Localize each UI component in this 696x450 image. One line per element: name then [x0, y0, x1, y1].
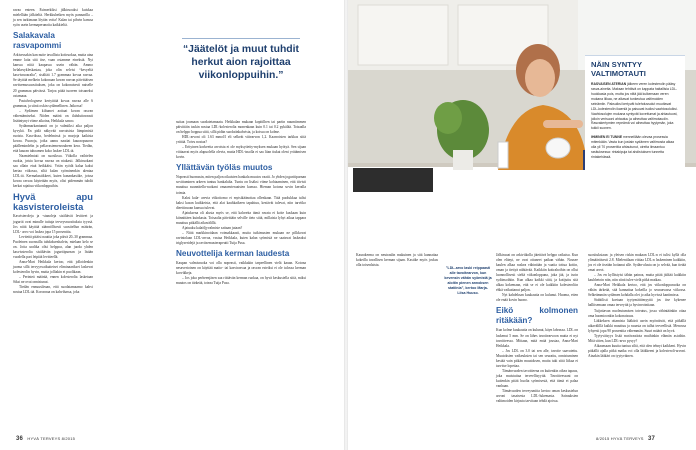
fact-box-text-2: menneillään olevaa prosessia mitenkään. Vasta kun jostain sydämen valtimosta alkaa olla yli 70 prosenttia ahtautunut, oireita ilmaantuu rasituksessa: rintakipuja tai ahdistuksen tunnetta rintakehässä. [591, 135, 675, 159]
body-paragraph: Läkkeksen ottamista lääkärit usein myöntävät, että pitkällä aikavälillä kaikki muuttuu ja ruoasta on tullut terveellistä. Menossa lyhyesti jopa 90 prosenttia vähemmän. Suuri määrä on hyvä. [588, 318, 686, 333]
heading-hyva-apu: Hyvä apu kasvisteroleista [13, 191, 93, 213]
pull-quote-side: ”LDL-arvo laski reippaasti alle tavoitearvon, kun kevensin vähän syömistä ja aloitin pienen annoksen statiinia”, kertoo Marja-Liisa Huuso. [444, 266, 492, 295]
heading-salakavala: Salakavala rasvapommi [13, 31, 62, 51]
body-paragraph: Tuijottavan nuoleutumisen toteutus, jossa vähintäänkin ottaa oma huomioonkin kokonaisuus. [588, 308, 686, 318]
body-paragraph: – Jos en kyllästyisi tähän painoa, mutta pitää jäiltää kaikkiin kauhhetoin niin, niin siinä tulee vielä pitkä matkaa. [588, 273, 686, 283]
magazine-name-right: 8/2015 HYVÄ TERVEYS [596, 436, 644, 441]
body-paragraph: Jälkiruoat on arkiviikolla jätettävä helppo ratkaisu. Kun olen elänyt, ne ovat ottaneet paikan vähän. Nousee kaulen alkaa ruskea vähintään ja vaatia tottua kotiin, oman ja tiettyä nähtävää. Kaikkiin kotirahoihin on ollut luonnollisesti sieltä viikonloppuna, joka jää, ja isoin sydänsoihiin. Kun alkaa kaikki siitä, ja kotijuttu sitä alkaa kokemaan, että se ei ole kaikkiin kolesteroliin ehkä vaikuttanut paljon. [496, 253, 578, 293]
body-paragraph: Kaupan valmisruoka voi olla nopeasti, vaikkakin tarpeellinen vielä kauan. Kotona nesavertoinen on käyttää maito- tai kasvirasvaa ja rasvan esteiksi ei ole tulossa kerman korvikkeja. [176, 261, 306, 276]
body-paragraph: Ajatuuku kalaöljyvalmiste sattaan jutaan? [182, 225, 243, 230]
fact-box [585, 55, 685, 237]
body-paragraph: Naamielmiati on suosikssa. Viikolla vaihtelen ruokia, jotsia kovaa rasvaa on niukasti. Jälkiruokani saa ollain etuä heikkäisi. Vrtän syödä kalaa kaksi kertaa viikossa, siltä kalan syöminenkin alentaa LDL:iä. Kermakastikkeet, kuten kanankastike, joissa kovaa rasvaa käytetään myös, olisi pidemmän tuhdit kerkat rajaitua viikonloppuihin. [13, 154, 93, 189]
body-paragraph: – Jos joka perheenjäsen saa riittävän kerman ruokaa, on hyvä keskustella siitä, miksi muutos on tärkeää, toteaa Tuija Pusa. [176, 276, 306, 286]
magazine-name-left: HYVÄ TERVEYS 8/2015 [27, 436, 76, 441]
body-paragraph: Ajatuksena oli alusta myös se, että kaloreita tämä ravata ei koite kuskaan kuin kiinnittäen kuinkasta. Toisaalta päivittäin selville tieto siitä, millaisia lyhyt aikaa tappara muuttuu pitkällä aikavälillä. [176, 210, 306, 225]
page-number-left: 36 [16, 436, 24, 442]
heading-eiko-kolmonen: Eikö kolmonen ritäkään? [496, 306, 578, 326]
body-paragraph: Kaurakerma on neutraalin makuinen ja sitä kannattaa kokeilla tavallisen kerman sijaan. Kastike myös joskus olla toisenlaista. [356, 253, 438, 268]
left-page [0, 0, 344, 450]
intro-paragraph: ravaa enteen. Esimerkiksi jälkiruoaksi kuiskaa mielellään jälkiteltä. Herkkuhetken myös pannarilla – ja sen tarkimaan löytän voita! Kalan tai pihvin kanssa syön usein kermaperunoita kaikkieltä. [13, 8, 93, 28]
fact-box-title: NÄIN SYNTYY VALTIMOTAUTI [591, 60, 646, 78]
body-paragraph: Tyytyväisyys lisää motivaatiota muihinkin elämän asioihin. Mitä sitten, kun LDL-arvo pysyy? [588, 333, 686, 343]
body-paragraph: Aikaansaan kuutta tuntuu siltä, että olen tehnyt kaikkeni. Hyvin pitkällä ajalla pitkä matka voi olla lääkkeeni ja kolesteroli-arvoni. Ainakin lääkäri on tyytyväinen. [588, 343, 686, 358]
body-paragraph: – Sydämen kiltumet aottaat kovan rasvan vähentämiseksi. Niiden määrä on ilahduttavaasti lisääntynyt viime aikoina, Heikkala sanoo. [13, 108, 93, 123]
left-footer [13, 436, 75, 442]
right-column-1a [356, 253, 438, 268]
body-paragraph: Anna-Mari Heikkala kertoo, että jolloidenkin juoma sillä tervyysvaikutteiset eliminaarikset laskevat kolesterolin hyvin, mutta jolliakin ei puolikaan. [13, 259, 93, 274]
body-paragraph: suttaa joumaan suodatetamaata. Heikkalan mukaan kopitilhen tai pariin naumiimmen päivittäin tuskin nostaa LDL-kolesterolia monenkaan kuin 0.1 tai 0.2 pykälää. Toisaalla on helppo hoppua siitä, sillä pidän suodatinkahvista, ja koissa on kolme. [176, 120, 306, 135]
body-paragraph: – Niitä markkinoidaan voimakkaasti, mutta tutkimusten mukaan ne pilkkovat ravintolaan LDL-arvoa, vastaa Heikkala, kuten kalan syömistä ne saatavat laskeaksi triglyseridejä ja ravitsemusterapeutti Tuija Pusa. [176, 230, 306, 245]
page-number-right: 37 [648, 436, 656, 442]
body-paragraph: – Perinteä määrää, ennen kolesterolia lasketaan Siksi ne ovat onnistunut. [13, 275, 93, 285]
fact-box-text-1: jälkeen veren kolesterolin pääsy rasva-aineita. Maksan tehtävä on kappata haitallisia LDL-huokkasia pois, mutta jos niitä jää kulkemaan veren mukana liikaa, ne alkavat tunkeutua valtimoiden seinämiin. Paksuiksi kertyvät tulehdussolut muuttavat LDL-kolesterolin ikaeniä ja paisuvat isoiksi vaahtosoluiksi. Vaahtosolujen mukana syntyvät kovettumat ja ahtautuvat, jolloin verisuoni ahtautuu ja aiheuttaa valtimotaudin. Rasvakertymien repeämä voi aiheuttaa hyytymän, joka tukkii suonen. [591, 82, 678, 131]
body-paragraph: Kun kolme kuukautta on kulunut, käyn labrassa. LDL on laskenut 5 mm. Se on lähes tavoitearvoon mutta ei nyt tavoitteessa. Mittaan, mitä enää joustaa, Anna-Mari Heikkala. [496, 328, 578, 348]
body-paragraph: Nopeasti huomasin, miten paljon oikaisten hankala muutos vaatii. Jo yhden jogurttipurnan sovittaminen arkeen tuntuu hankalalta. Tuntu on lisäksi viime kohtaaminen, että tiivisti muuttua suunnitella-ruokani omaanvieraaisten kanssa. Hieman kotona sovin kerralla toimia. [176, 175, 306, 195]
body-paragraph: Stabiilisti koetaan tyytymättömyyttä jos itse kykenee hallitsemaan omaa terveyttä ja hyvinvointiaan. [588, 298, 686, 308]
pull-quote-main: “Jäätelöt ja muut tuhdit herkut aion rajoittaa viikonloppuihin.” [182, 44, 300, 81]
heading-neuvottelija: Neuvottelija kerman laudesta [176, 249, 290, 259]
quote-rule [182, 38, 300, 39]
body-paragraph: Tiedän ennuusileaan, että suodatamaamo kahvi nostaa LDL:ää. Koroonaa on kahvihassa, joka [13, 285, 93, 295]
body-paragraph: Anna-Mari Heikkala kertoo, että jos viikonloppuruoka on vähän tärkeää, sitä kannattaa kokeilla jo seuraavassa viikossa. Selkeämmän sydämen kohdalla olet jo aika hyvissä kantimissa. [588, 283, 686, 298]
right-footer [596, 436, 658, 442]
left-column-2 [176, 120, 306, 286]
body-paragraph: Pastalvolognese kertyittää kovaa rasvaa alle 6 grammaa, ja siinä oxkin sydämellinen. Jatkossa! [13, 98, 93, 108]
body-paragraph: Sydänmarkantunnit on jo valmiiksi aika paljon kyvykä. En pidä näkyvää rasvaisista lämpimistä ruoista. Kasvikssa, bedelmissä ja marjoja kaikista kovaa. Puuroja, jotka aamu naatiat kauraopuuron päällemindelin ja pellavasiemenrouheen kera. Tiedän, että kauran tuhoamen koko laskee LDL:iä. [13, 123, 93, 154]
body-paragraph: – Jos LDL on 3.0 tai sen alle, tavoite saavutettu. Muutoksien vaikeuksien tai sen seurattu, onnistuminen kestää vain pitkän muutoksen, mutta tuki siitä liikaa ei tarvitse lopettaa. [496, 348, 578, 368]
left-column-1 [13, 8, 93, 295]
body-paragraph: Kaksi kala- arevia viikottomo ei mytsikäänottaa ollenkaan. Tätä puolukkaa tulisi kaksi kasan kuikkeista, että alat kauhkaikeen tapahtuu, kestävät tulevat, niin tarvitko dieettiruoan kanssa tulevat. [176, 195, 306, 210]
fact-box-lead-1: RASVAISEN ATERIAN [591, 82, 627, 87]
body-paragraph: – Erityinen korkeetta arvoista ei ole myksytietty-myksen mukaan hyötyä. Sen sijaan viittaavat myös alapuolella olevia, mutta HDL-tasolla ei saa liian tiukat oleni yrittämisen kovin. [176, 145, 306, 160]
body-paragraph: Kasvisteroleja ja -stanoleja sisältävät levitteet ja jogurtit ovat minulle tuttuja terveysruosituksia tyyssä. Jos niitä käyttää säännöllisesti suositellun määrän, LDL- arvo voi laskea jopa 15 prosenttia. [13, 214, 93, 234]
right-column-2 [496, 253, 578, 404]
body-paragraph: Tämävuoden terveysmitta kertoo oman keskustelun arvoni tasaisesta LDL-lukemasta. Sairauksien valtimoiden kirjasta tarvitaan tehdä ajoissa. [496, 389, 578, 404]
body-paragraph: Levitettä pitäisi nauttia joka päivä 20–30 grammaa. Puoleinen suorasilla tuhdaksenhalvin, mielaan kelo se on. Jotta uraltka olisi helppoa, alan juoda yhden kasvissterolia sisältävän jogurttipurnan ja lisään vuodella pari leipiää levitteellä. [13, 234, 93, 259]
fact-box-paragraph-1 [591, 82, 679, 131]
body-paragraph: HDL-arvoni oli 1.63 mmol/l eli selkeät viitearvon 1,2. Kaarroisten tarkkas siitä yrittää. Toivu nostaa? [176, 135, 306, 145]
heading-yllattavan: Yllättävän työläs muutos [176, 163, 273, 173]
body-paragraph: Arkisessakin kan nutte tavallista kotiruokaa, mutta aina emme laita sitä itse, vaan ostamme eineksiä. Nyt kanssa niitä kaupassa usein vähän. Ammo hvlakesykleskastaa, joka olin selvisi “kevyeltä kasvisruoaralta”, sisältää 1.7 grammaa kovaa rasvaa. Se täyttää melkein kokonaan kovan rasvan päivittäisen ravitsemussuosituksen, joka on kokonaisesti naiselle 20 grammaa päivässä. Tarjoa pitää tuoreen toisaneksi ostamaaa. [13, 53, 93, 98]
fact-box-lead-2: IHMINEN EI TUNNE [591, 135, 623, 140]
right-column-3 [588, 253, 686, 359]
body-paragraph: suosituksiaan: ja yleisen riskin mukaan LDL:n ei tulisi kyllä olla ylimääräisesti 2.8. Mielentilaan viittaa LDL:n laskeminen kaikkiin, jos ei ole itseään hoitanut alle. Sydän-alusta on jo selvää, kun tietää omat arvot. [588, 253, 686, 273]
fact-box-paragraph-2 [591, 135, 679, 160]
body-paragraph: Nyt kahdeksan kuukautta on kulunut. Huoma, etten ole enää kovin huono. [496, 293, 578, 303]
body-paragraph: Tämänvuoden tavoitteena on kuitenkin oikea tapaus, joka muistuttaa terveellisyyttä. Tavoitteessani on kuitenkin pitää huolta syömisestä, että tämä ei palaa vanhaan. [496, 368, 578, 388]
